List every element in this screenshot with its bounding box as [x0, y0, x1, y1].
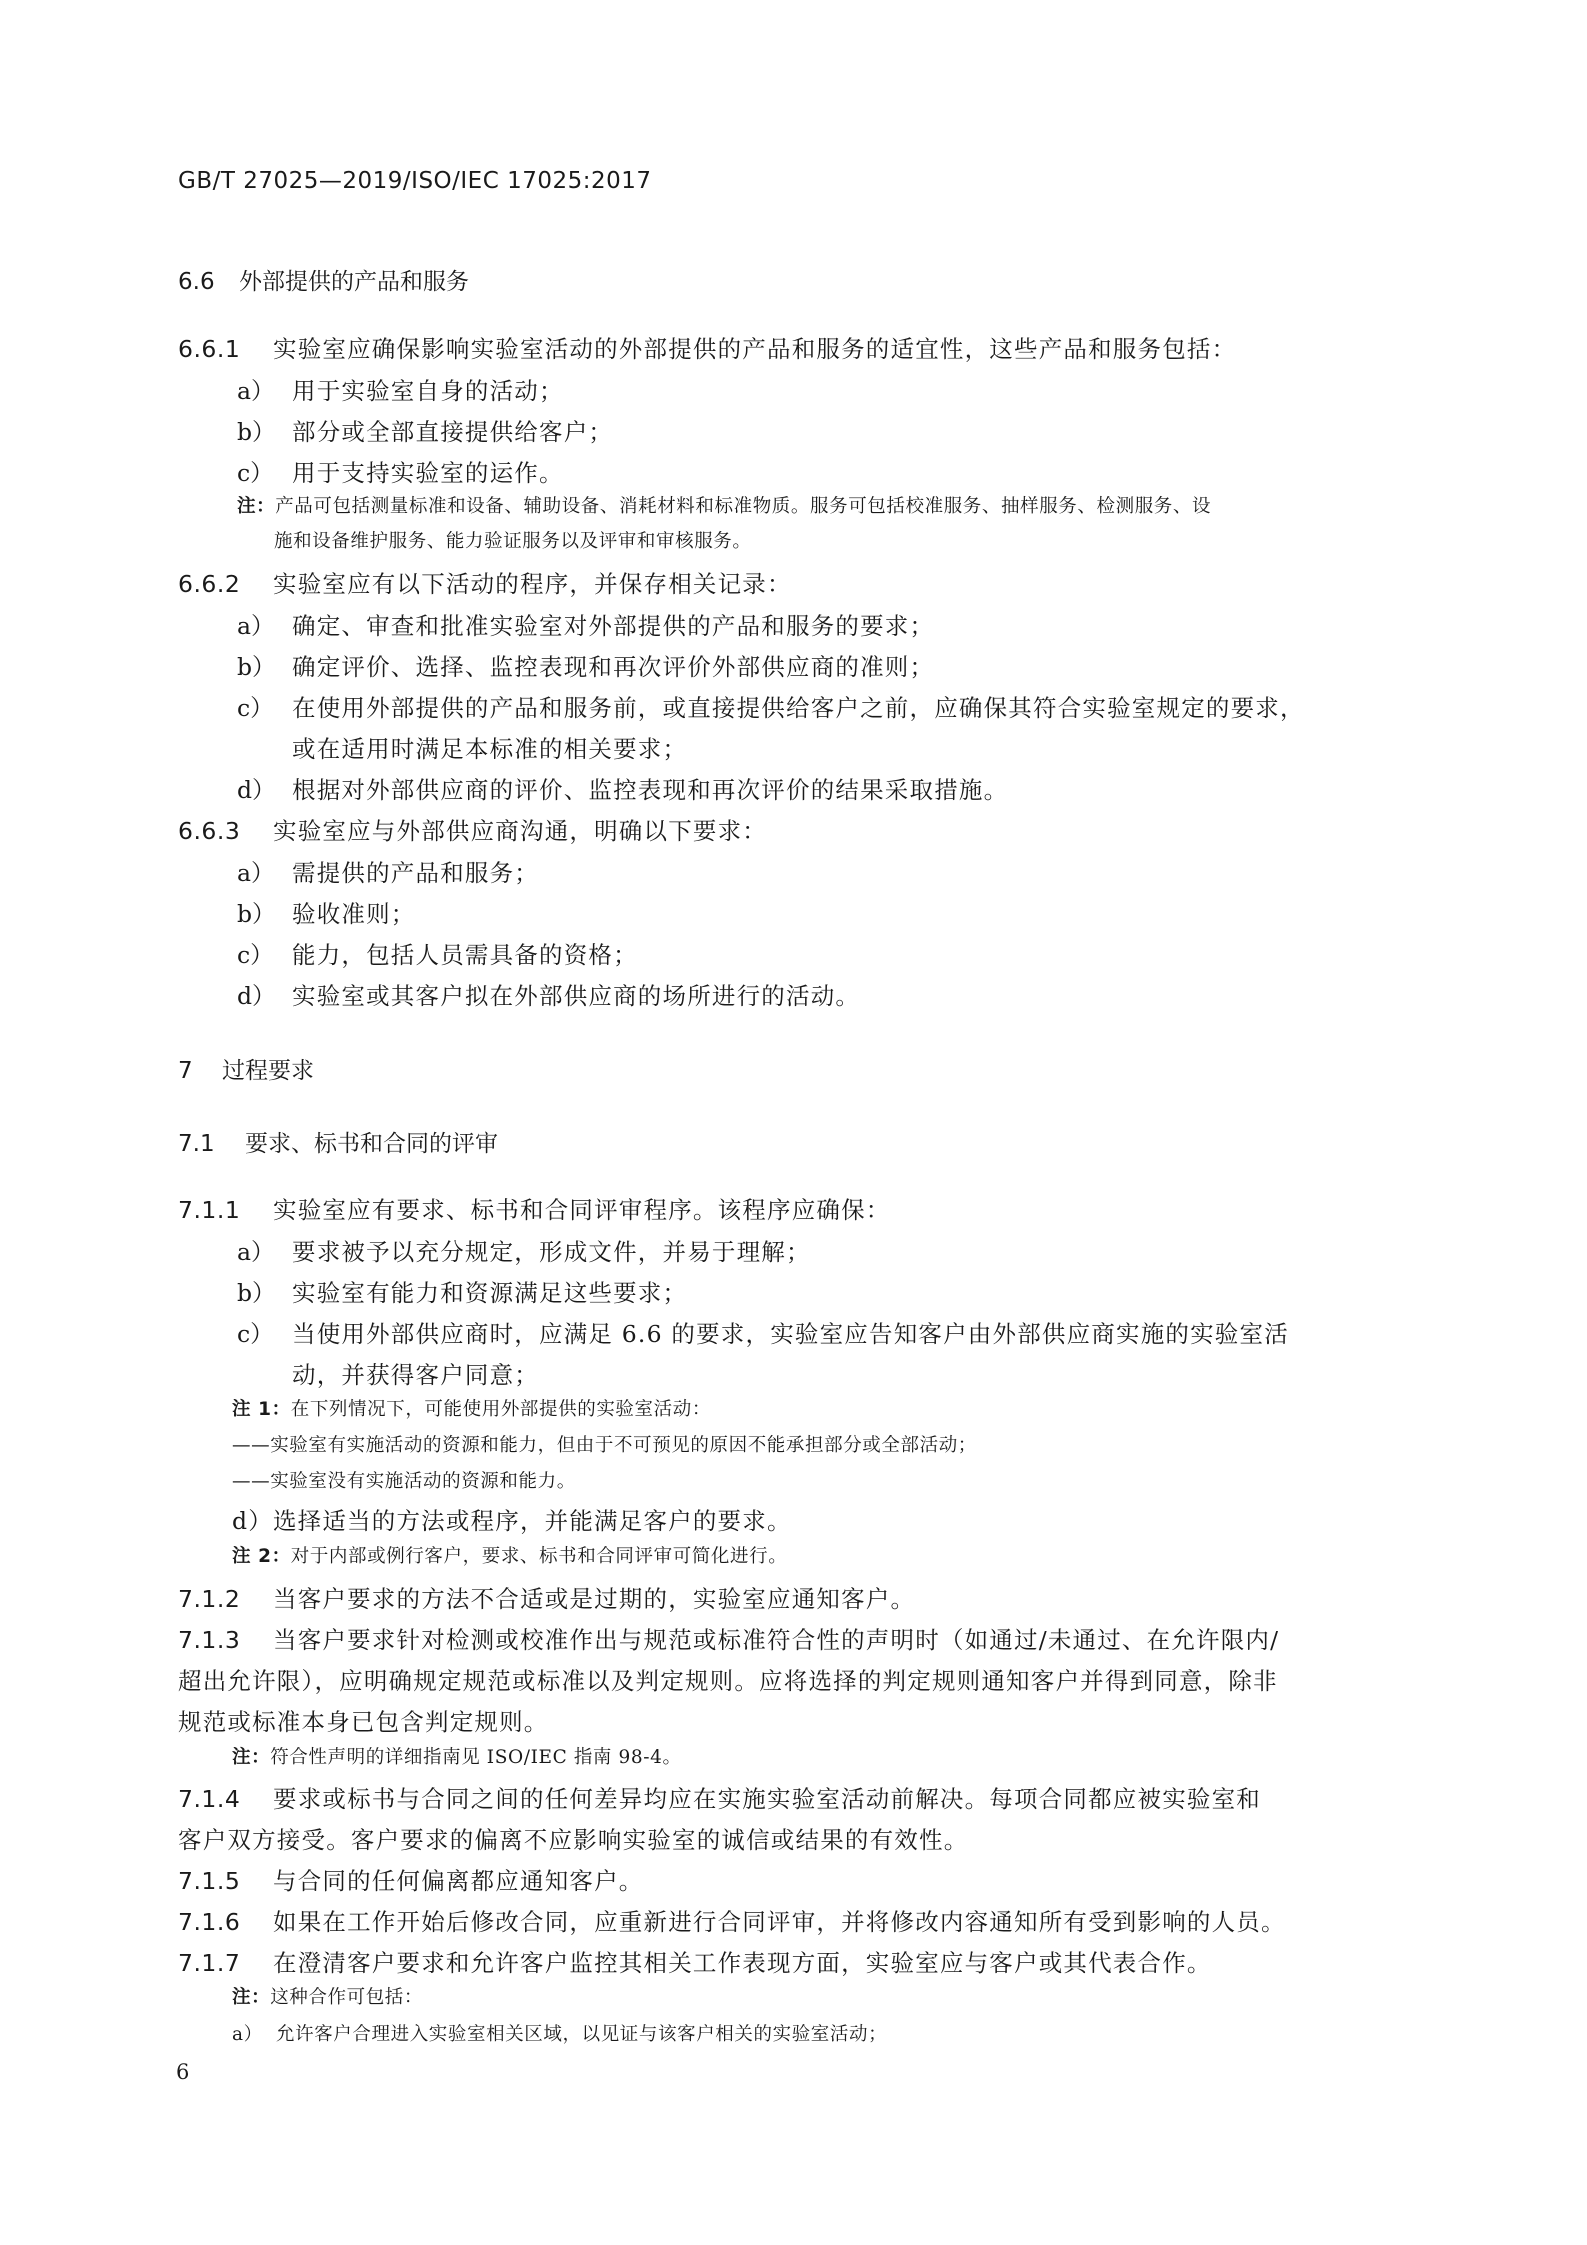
clause-number: 7.1.1 — [178, 1196, 241, 1224]
list-item: a） 确定、审查和批准实验室对外部提供的产品和服务的要求； — [237, 612, 935, 640]
clause-7-1-3 — [178, 1621, 1279, 1655]
clause-number: 6.6.2 — [178, 570, 241, 598]
clause-number: 7.1.2 — [178, 1585, 241, 1613]
section-title: 过程要求 — [222, 1058, 314, 1084]
clause-7-1-1 — [178, 1191, 891, 1225]
clause-7-1-5 — [178, 1862, 644, 1896]
note — [232, 1542, 787, 1568]
section-heading-7-1 — [178, 1125, 498, 1158]
list-item: c） 能力，包括人员需具备的资格； — [237, 941, 638, 969]
section-number: 6.6 — [178, 269, 215, 295]
dash-item: ——实验室没有实施活动的资源和能力。 — [232, 1471, 576, 1492]
clause-number: 6.6.3 — [178, 817, 241, 845]
note — [232, 1743, 682, 1769]
clause-text: 实验室应确保影响实验室活动的外部提供的产品和服务的适宜性，这些产品和服务包括： — [273, 335, 1237, 363]
clause-text: 实验室应有要求、标书和合同评审程序。该程序应确保： — [273, 1196, 891, 1224]
list-item: b） 确定评价、选择、监控表现和再次评价外部供应商的准则； — [237, 653, 935, 681]
note-label: 注 1： — [232, 1399, 291, 1420]
note-label: 注 2： — [232, 1546, 291, 1567]
clause-number: 7.1.5 — [178, 1867, 241, 1895]
note-label: 注： — [232, 1747, 271, 1768]
list-item: d）选择适当的方法或程序，并能满足客户的要求。 — [232, 1507, 792, 1535]
note-text: 产品可包括测量标准和设备、辅助设备、消耗材料和标准物质。服务可包括校准服务、抽样服务、检测服务、设 — [275, 496, 1212, 517]
note-label: 注： — [232, 1987, 271, 2008]
list-item: d） 实验室或其客户拟在外部供应商的场所进行的活动。 — [237, 982, 861, 1010]
clause-6-6-3 — [178, 812, 767, 846]
list-item-continuation: 动，并获得客户同意； — [292, 1361, 539, 1389]
dash-item: ——实验室有实施活动的资源和能力，但由于不可预见的原因不能承担部分或全部活动； — [232, 1435, 977, 1456]
section-heading-6-6 — [178, 263, 469, 296]
clause-text: 实验室应与外部供应商沟通，明确以下要求： — [273, 817, 767, 845]
section-number: 7.1 — [178, 1131, 215, 1157]
note — [232, 1983, 423, 2009]
clause-text: 在澄清客户要求和允许客户监控其相关工作表现方面，实验室应与客户或其代表合作。 — [273, 1949, 1212, 1977]
standard-code-header: GB/T 27025—2019/ISO/IEC 17025:2017 — [178, 168, 652, 194]
list-item: c） 在使用外部提供的产品和服务前，或直接提供给客户之前，应确保其符合实验室规定的要求， — [237, 694, 1305, 722]
clause-number: 7.1.6 — [178, 1908, 241, 1936]
clause-continuation: 客户双方接受。客户要求的偏离不应影响实验室的诚信或结果的有效性。 — [178, 1826, 969, 1854]
clause-7-1-2 — [178, 1580, 915, 1614]
clause-text: 当客户要求的方法不合适或是过期的，实验室应通知客户。 — [273, 1585, 916, 1613]
clause-number: 7.1.7 — [178, 1949, 241, 1977]
note-label: 注： — [237, 496, 276, 517]
clause-number: 6.6.1 — [178, 335, 241, 363]
clause-7-1-4 — [178, 1780, 1261, 1814]
note-text: 在下列情况下，可能使用外部提供的实验室活动： — [290, 1399, 711, 1420]
clause-text: 要求或标书与合同之间的任何差异均应在实施实验室活动前解决。每项合同都应被实验室和 — [273, 1785, 1261, 1813]
note-continuation: 施和设备维护服务、能力验证服务以及评审和审核服务。 — [274, 531, 752, 552]
section-heading-7 — [178, 1052, 314, 1085]
list-item: b） 验收准则； — [237, 900, 416, 928]
note-text: 对于内部或例行客户，要求、标书和合同评审可简化进行。 — [290, 1546, 788, 1567]
clause-number: 7.1.4 — [178, 1785, 241, 1813]
note — [237, 492, 1211, 518]
section-title: 外部提供的产品和服务 — [239, 269, 469, 295]
list-item: a） 需提供的产品和服务； — [237, 859, 539, 887]
clause-continuation: 规范或标准本身已包含判定规则。 — [178, 1708, 549, 1736]
section-number: 7 — [178, 1058, 193, 1084]
list-item: b） 实验室有能力和资源满足这些要求； — [237, 1279, 688, 1307]
list-item: b） 部分或全部直接提供给客户； — [237, 418, 614, 446]
page-number: 6 — [176, 2060, 190, 2084]
clause-continuation: 超出允许限），应明确规定规范或标准以及判定规则。应将选择的判定规则通知客户并得到同意，除非 — [178, 1667, 1278, 1695]
clause-number: 7.1.3 — [178, 1626, 241, 1654]
list-item-continuation: 或在适用时满足本标准的相关要求； — [292, 735, 688, 763]
clause-text: 当客户要求针对检测或校准作出与规范或标准符合性的声明时（如通过/未通过、在允许限内/ — [273, 1626, 1280, 1654]
list-item: c） 用于支持实验室的运作。 — [237, 459, 564, 487]
clause-text: 与合同的任何偏离都应通知客户。 — [273, 1867, 644, 1895]
list-item: a） 用于实验室自身的活动； — [237, 377, 564, 405]
clause-text: 实验室应有以下活动的程序，并保存相关记录： — [273, 570, 792, 598]
list-item: d） 根据对外部供应商的评价、监控表现和再次评价的结果采取措施。 — [237, 776, 1009, 804]
list-item: c） 当使用外部供应商时，应满足 6.6 的要求，实验室应告知客户由外部供应商实施的实验室活 — [237, 1320, 1289, 1348]
clause-7-1-6 — [178, 1903, 1286, 1937]
note-text: 这种合作可包括： — [270, 1987, 424, 2008]
note-list-item: a） 允许客户合理进入实验室相关区域，以见证与该客户相关的实验室活动； — [232, 2024, 888, 2045]
clause-text: 如果在工作开始后修改合同，应重新进行合同评审，并将修改内容通知所有受到影响的人员。 — [273, 1908, 1286, 1936]
list-item: a） 要求被予以充分规定，形成文件，并易于理解； — [237, 1238, 811, 1266]
note — [232, 1395, 711, 1421]
section-title: 要求、标书和合同的评审 — [245, 1131, 498, 1157]
note-text: 符合性声明的详细指南见 ISO/IEC 指南 98-4。 — [270, 1747, 682, 1768]
clause-6-6-2 — [178, 565, 792, 599]
clause-6-6-1 — [178, 330, 1236, 364]
clause-7-1-7 — [178, 1944, 1212, 1978]
